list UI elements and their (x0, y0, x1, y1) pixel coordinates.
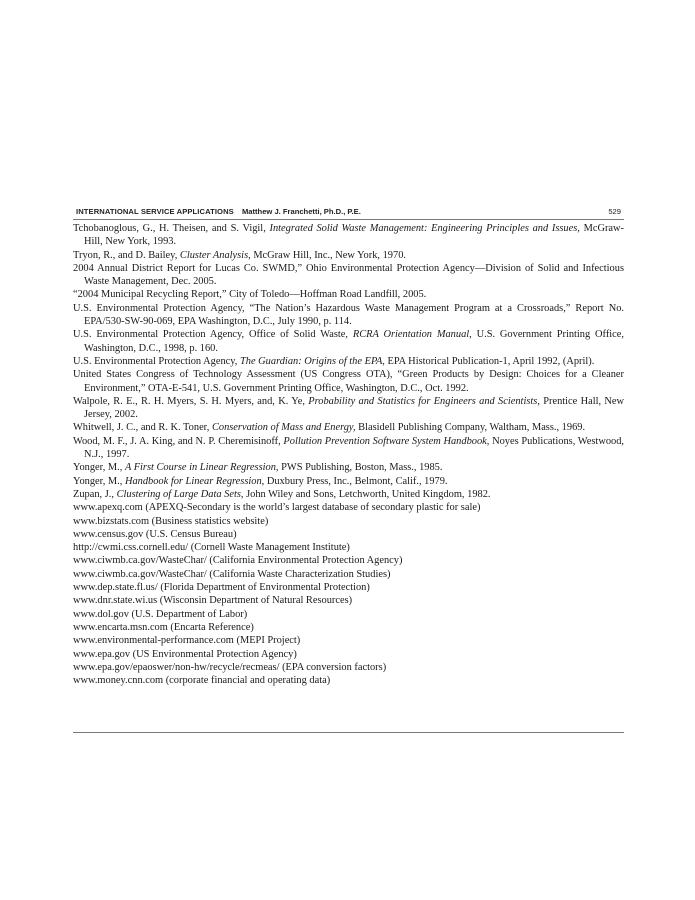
reference-text: U.S. Environmental Protection Agency, Office of Solid Waste, (73, 329, 353, 341)
reference-entry (73, 288, 624, 301)
web-source-entry: www.apexq.com (APEXQ-Secondary is the world’s largest database of secondary plastic for sale) (73, 502, 481, 514)
reference-entry (73, 435, 624, 462)
reference-list (73, 222, 624, 687)
web-source-entry: www.bizstats.com (Business statistics website) (73, 515, 269, 527)
reference-text: Wood, M. F., J. A. King, and N. P. Cheremisinoff, (73, 435, 284, 447)
web-source-entry: www.money.cnn.com (corporate financial and operating data) (73, 675, 331, 687)
reference-text-tail: , U.S. Government Printing Office, Washington, D.C., 1998, p. 160. (84, 329, 624, 354)
reference-entry (73, 302, 624, 329)
reference-entry (73, 475, 624, 488)
reference-text: Zupan, J., (73, 488, 117, 500)
reference-title: Clustering of Large Data Sets (116, 488, 241, 500)
reference-entry (73, 395, 624, 422)
reference-entry (73, 249, 624, 262)
reference-text: Yonger, M., (73, 462, 125, 474)
reference-text: 2004 Annual District Report for Lucas Co. SWMD,” Ohio Environmental Protection Agency—Division of Solid and Infectious Waste Management, Dec. 2005. (73, 262, 624, 288)
reference-title: RCRA Orientation Manual (352, 329, 470, 341)
web-source-entry: www.environmental-performance.com (MEPI Project) (73, 635, 301, 647)
web-source-entry: www.census.gov (U.S. Census Bureau) (73, 528, 237, 540)
web-source-entry: www.ciwmb.ca.gov/WasteChar/ (California Environmental Protection Agency) (73, 555, 403, 567)
web-source-entry: www.dnr.state.wi.us (Wisconsin Department of Natural Resources) (73, 595, 353, 607)
web-source-entry: www.ciwmb.ca.gov/WasteChar/ (California Waste Characterization Studies) (73, 568, 391, 580)
reference-entry (73, 488, 624, 501)
reference-title: Handbook for Linear Regression (124, 475, 262, 487)
bibliography-entries (73, 222, 624, 501)
reference-title: Cluster Analysis (179, 249, 249, 261)
reference-text: Whitwell, J. C., and R. K. Toner, (73, 422, 212, 434)
reference-text-tail: , Prentice Hall, New Jersey, 2002. (84, 395, 625, 421)
web-source-list (73, 501, 624, 687)
reference-text: U.S. Environmental Protection Agency, (73, 355, 240, 367)
header-rule (73, 219, 624, 220)
reference-text: Yonger, M., (73, 475, 125, 487)
reference-text: “2004 Municipal Recycling Report,” City of Toledo—Hoffman Road Landfill, 2005. (73, 289, 427, 301)
reference-text-tail: , PWS Publishing, Boston, Mass., 1985. (275, 462, 443, 474)
reference-text-tail: , Noyes Publications, Westwood, N.J., 1997. (84, 435, 625, 461)
web-source-entry: http://cwmi.css.cornell.edu/ (Cornell Waste Management Institute) (73, 542, 350, 554)
web-source-entry: www.epa.gov/epaoswer/non-hw/recycle/recmeas/ (EPA conversion factors) (73, 661, 387, 673)
reference-text-tail: EPA Historical Publication-1, April 1992, (April). (384, 355, 595, 367)
reference-title: Conservation of Mass and Energy, (211, 422, 356, 434)
reference-text: Walpole, R. E., R. H. Myers, S. H. Myers, and, K. Ye, (73, 395, 309, 407)
author-name: Matthew J. Franchetti, Ph.D., P.E. (241, 207, 361, 216)
reference-entry (73, 421, 624, 434)
reference-entry (73, 328, 624, 355)
reference-title: Integrated Solid Waste Management: Engineering Principles and Issues, (269, 223, 580, 234)
reference-text-tail: , Duxbury Press, Inc., Belmont, Calif., 1979. (261, 475, 448, 487)
reference-text-tail: Blasidell Publishing Company, Waltham, Mass., 1969. (355, 422, 586, 434)
reference-text: United States Congress of Technology Assessment (US Congress OTA), “Green Products by Design: Choices for a Cleaner Environment,” OTA-E-541, U.S. Government Printing Office, Washington, D.C., Oct. 1992. (73, 369, 624, 394)
page-number: 529 (608, 207, 621, 216)
section-title: INTERNATIONAL SERVICE APPLICATIONS (76, 207, 234, 216)
reference-title: Pollution Prevention Software System Handbook (283, 435, 487, 447)
reference-title: The Guardian: Origins of the EPA, (240, 355, 385, 367)
reference-text-tail: McGraw-Hill, New York, 1993. (84, 223, 624, 248)
reference-entry (73, 355, 624, 368)
reference-text-tail: , John Wiley and Sons, Letchworth, United Kingdom, 1982. (240, 488, 491, 500)
reference-title: A First Course in Linear Regression (124, 462, 276, 474)
reference-text: U.S. Environmental Protection Agency, “The Nation’s Hazardous Waste Management Program at a Crossroads,” Report No. EPA/530-SW-90-069, EPA Washington, D.C., July 1990, p. 114. (73, 302, 624, 328)
web-source-entry: www.dep.state.fl.us/ (Florida Department of Environmental Protection) (73, 582, 370, 594)
reference-title: Probability and Statistics for Engineers and Scientists (308, 395, 538, 407)
reference-entry (73, 368, 624, 395)
reference-text: Tchobanoglous, G., H. Theisen, and S. Vigil, (73, 223, 270, 234)
running-header (76, 207, 621, 219)
reference-entry (73, 461, 624, 474)
footer-rule (73, 732, 624, 733)
web-source-entry: www.encarta.msn.com (Encarta Reference) (73, 621, 254, 633)
reference-entry (73, 262, 624, 289)
web-source-entry: www.dol.gov (U.S. Department of Labor) (73, 608, 248, 620)
reference-entry (73, 222, 624, 249)
web-source-entry: www.epa.gov (US Environmental Protection Agency) (73, 648, 297, 660)
reference-text: Tryon, R., and D. Bailey, (73, 249, 180, 261)
reference-text-tail: , McGraw Hill, Inc., New York, 1970. (248, 249, 406, 261)
